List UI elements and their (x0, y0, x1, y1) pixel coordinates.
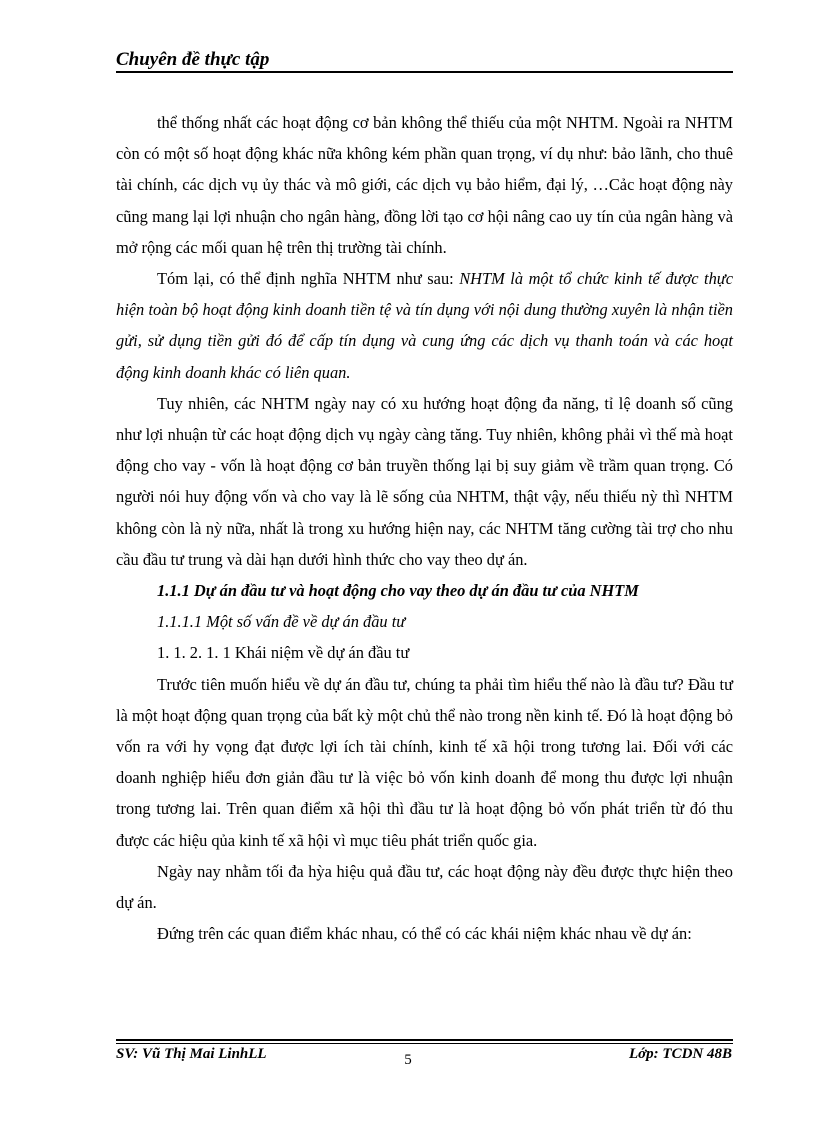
heading-section-1-1-1: 1.1.1 Dự án đầu tư và hoạt động cho vay theo dự án đầu tư của NHTM (157, 581, 639, 601)
page-header-title: Chuyên đề thực tập (116, 49, 270, 70)
footer-rule (116, 1039, 733, 1041)
document-body (116, 107, 733, 949)
paragraph-definition (116, 263, 733, 388)
footer-student-name: SV: Vũ Thị Mai LinhLL (116, 1046, 267, 1062)
footer-class: Lớp: TCDN 48B (628, 1046, 732, 1062)
page-number: 5 (404, 1052, 412, 1068)
paragraph-project-basis: Ngày nay nhằm tối đa hỳa hiệu quả đầu tư, các hoạt động này đều được thực hiện theo dự án. (116, 861, 733, 913)
definition-lead: Tóm lại, có thể định nghĩa NHTM như sau: (157, 269, 460, 289)
definition-italic: NHTM là một tổ chức kinh tế được thực hiện toàn bộ hoạt động kinh doanh tiền tệ và tín dụng với nội dung thường xuyên là nhận tiền gửi, sử dụng tiền gửi đó để cấp tín dụng và cung ứng các dịch vụ thanh toán và các hoạt động kinh doanh khác có liên quan. (116, 269, 733, 382)
heading-section-1-1-1-1: 1.1.1.1 Một số vấn đề về dự án đầu tư (157, 612, 406, 632)
header-rule (116, 71, 733, 73)
paragraph-continuation: thể thống nhất các hoạt động cơ bản không thể thiếu của một NHTM. Ngoài ra NHTM còn có một số hoạt động khác nữa không kém phần quan trọng, ví dụ như: bảo lãnh, cho thuê tài chính, các dịch vụ ủy thác và mô giới, các dịch vụ bảo hiểm, đại lý, …Cảc hoạt động này cũng mang lại lợi nhuận cho ngân hàng, đồng lời tạo cơ hội nâng cao uy tín của ngân hàng và mở rộng các mối quan hệ trên thị trường tài chính. (116, 113, 733, 257)
paragraph-viewpoints: Đứng trên các quan điểm khác nhau, có thể có các khái niệm khác nhau về dự án: (157, 924, 692, 944)
paragraph-investment: Trước tiên muốn hiểu về dự án đầu tư, chúng ta phải tìm hiểu thế nào là đầu tư? Đầu tư là một hoạt động quan trọng của bất kỳ một chủ thể nào trong nền kinh tế. Đó là hoạt động bỏ vốn ra với hy vọng đạt được lợi ích tài chính, kinh tế xã hội trong tương lai. Đối với các doanh nghiệp hiểu đơn giản đầu tư là việc bỏ vốn kinh doanh để mong thu được lợi nhuận trong tương lai. Trên quan điểm xã hội thì đầu tư là hoạt động bỏ vốn phát triển từ đó thu được các hiệu qủa kinh tế xã hội vì mục tiêu phát triển quốc gia. (116, 674, 733, 850)
paragraph-trend: Tuy nhiên, các NHTM ngày nay có xu hướng hoạt động đa năng, tỉ lệ doanh số cũng như lợi nhuận từ các hoạt động dịch vụ ngày càng tăng. Tuy nhiên, không phải vì thế mà hoạt động cho vay - vốn là hoạt động cơ bản truyền thống lại bị suy giảm về trầm quan trọng. Có người nói huy động vốn và cho vay là lẽ sống của NHTM, thật vậy, nếu thiếu nỳ thì NHTM không còn là nỳ nữa, nhất là trong xu hướng hiện nay, các NHTM tăng cường tài trợ cho nhu cầu đầu tư trung và dài hạn dưới hình thức cho vay theo dự án. (116, 393, 733, 569)
heading-section-1-1-2-1-1: 1. 1. 2. 1. 1 Khái niệm về dự án đầu tư (157, 643, 410, 663)
footer-rule-thin (116, 1043, 733, 1044)
